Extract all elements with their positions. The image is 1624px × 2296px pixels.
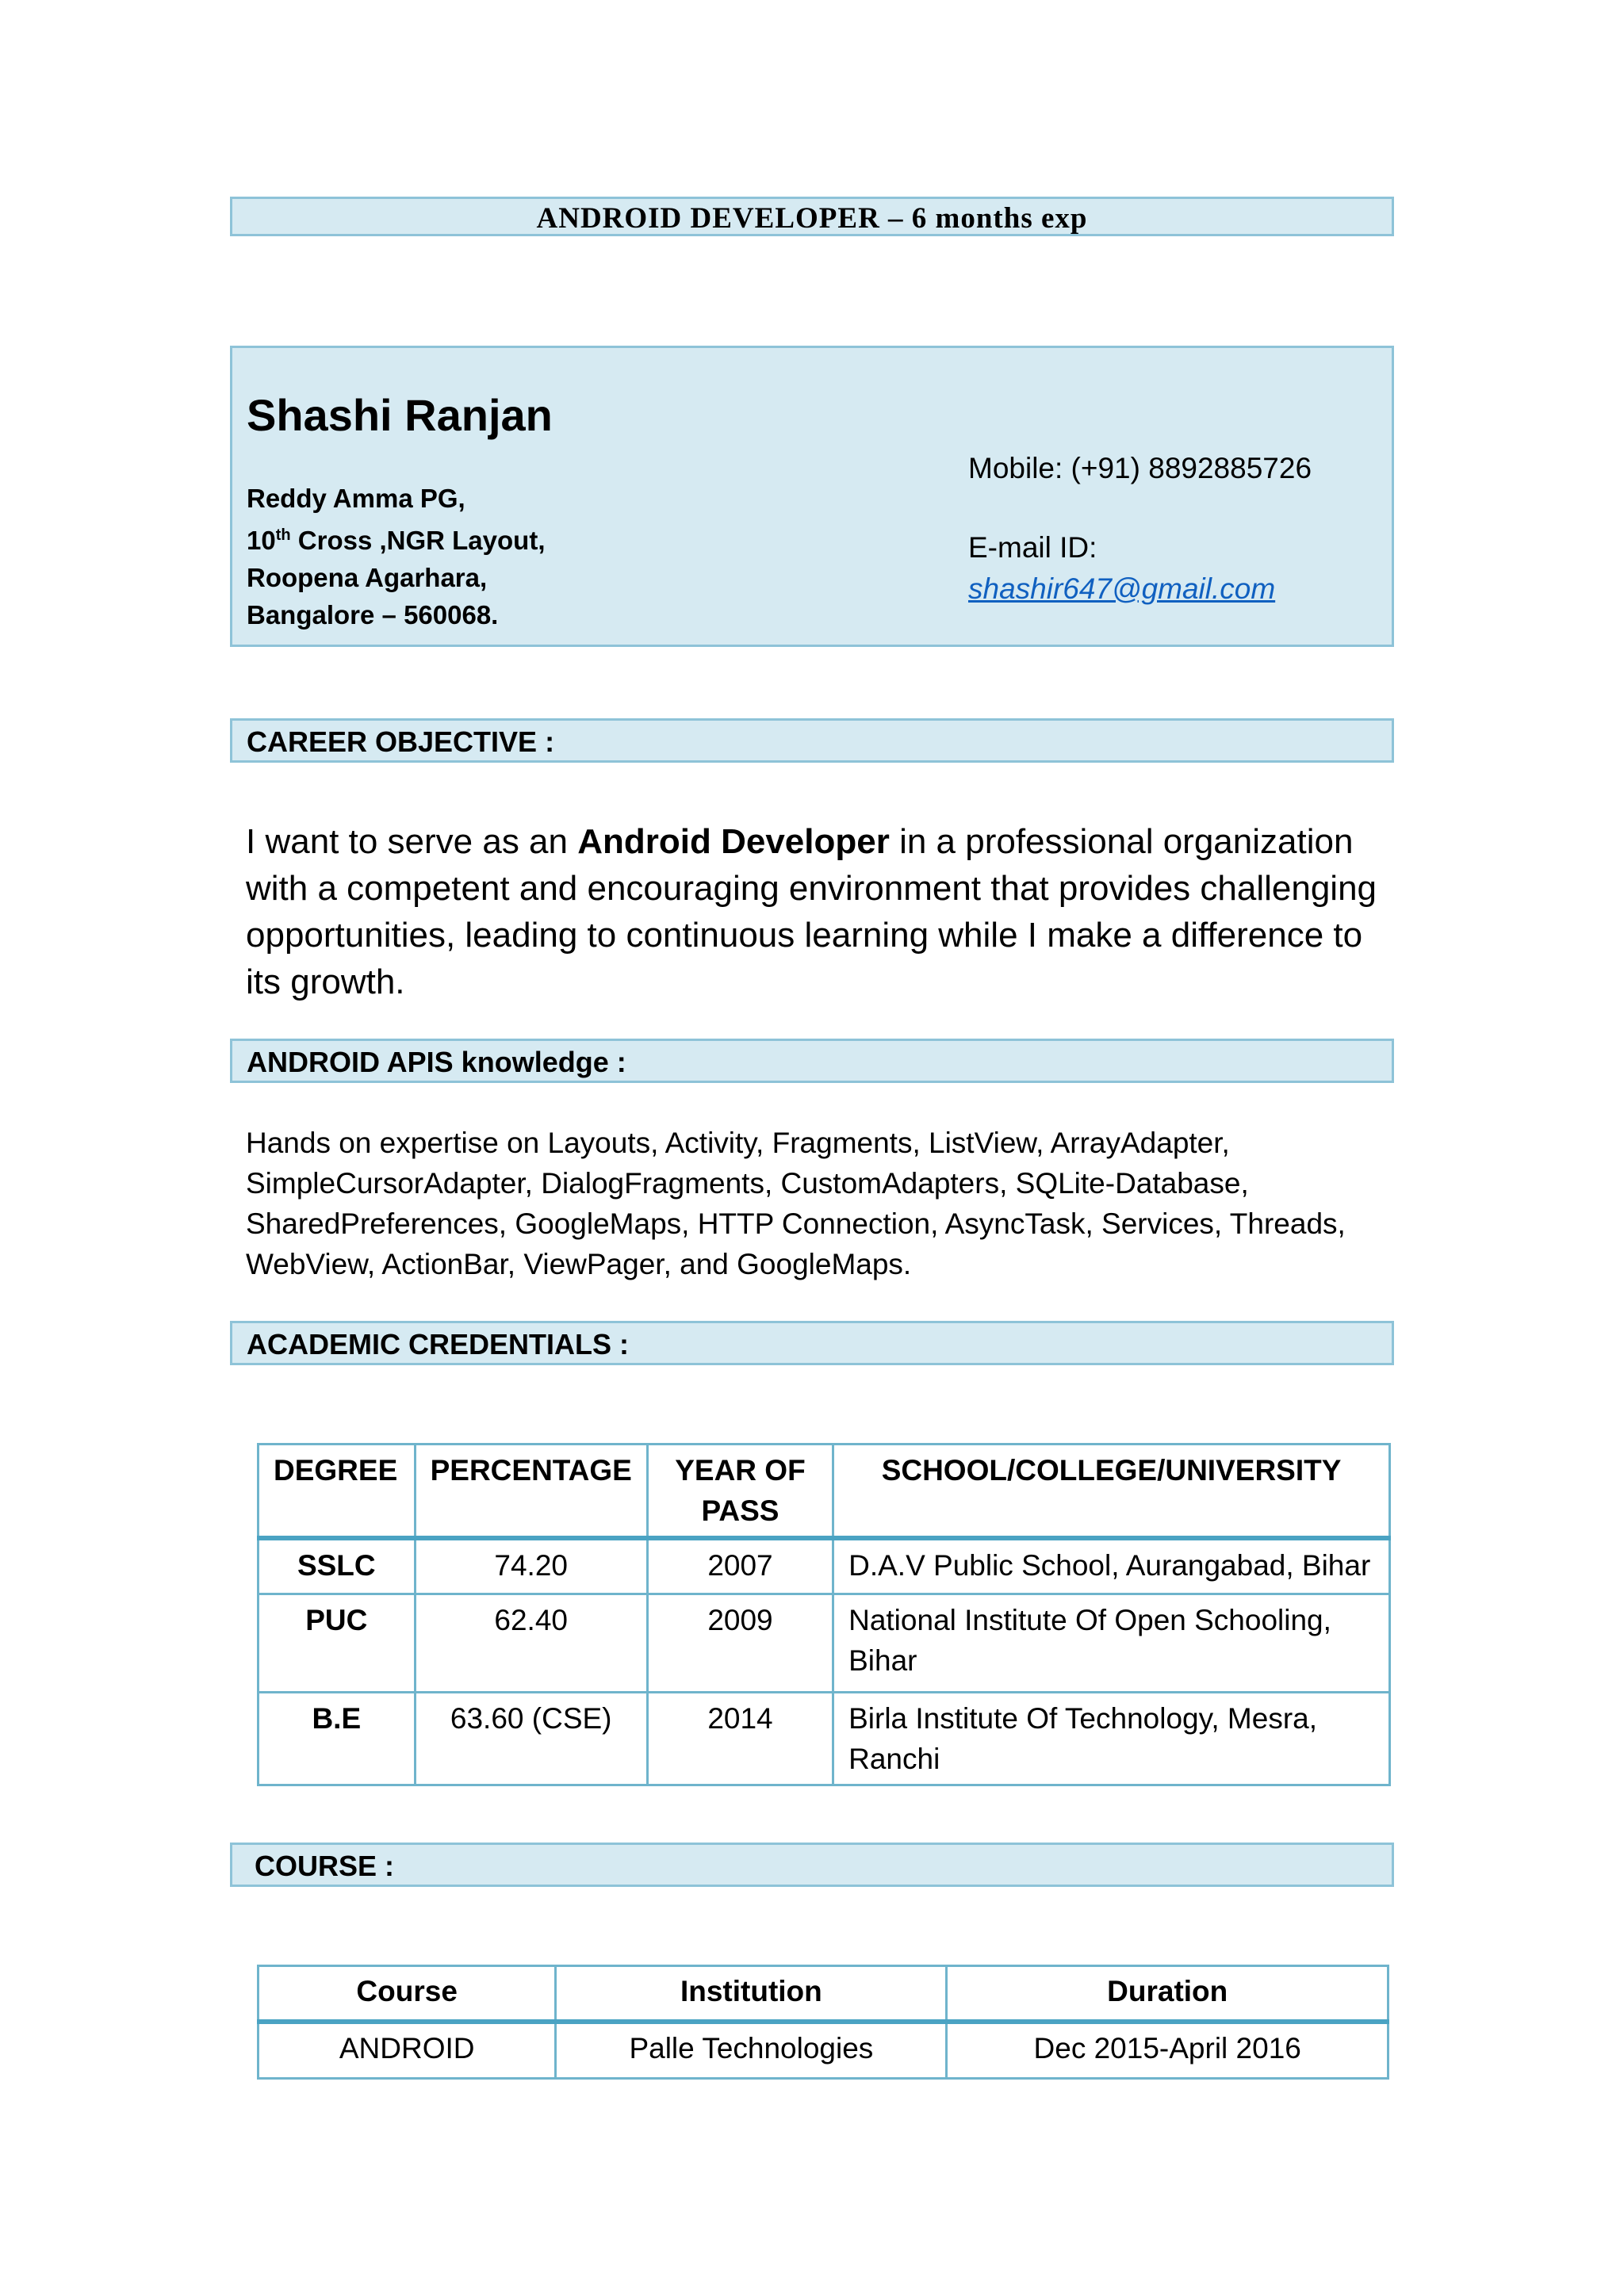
address-block [247, 480, 546, 633]
percentage-cell: 63.60 (CSE) [415, 1692, 647, 1785]
table-row [259, 2022, 1388, 2079]
contact-header [230, 346, 1394, 647]
section-title: ANDROID APIS knowledge : [247, 1046, 626, 1078]
year-cell: 2014 [647, 1692, 833, 1785]
career-objective-heading [230, 718, 1394, 763]
academic-credentials-heading [230, 1321, 1394, 1365]
android-apis-heading [230, 1039, 1394, 1083]
school-cell: D.A.V Public School, Aurangabad, Bihar [833, 1538, 1390, 1594]
year-cell: 2009 [647, 1594, 833, 1692]
table-header-row [259, 1445, 1390, 1539]
objective-text-start: I want to serve as an [246, 822, 578, 861]
career-objective-text [246, 818, 1388, 1005]
mobile-number: Mobile: (+91) 8892885726 [968, 452, 1312, 484]
contact-details [968, 448, 1312, 610]
objective-text-end: in a professional organization with a competent and encouraging environment that provides challenging opportunities, leading to continuous learning while I make a difference to its growth. [246, 822, 1377, 1001]
address-line [247, 517, 546, 559]
address-line: Roopena Agarhara, [247, 563, 488, 592]
column-header: YEAR OF PASS [647, 1445, 833, 1539]
address-line: Reddy Amma PG, [247, 484, 465, 513]
candidate-name: Shashi Ranjan [247, 390, 553, 440]
address-suffix: th [275, 526, 291, 544]
table-row [259, 1692, 1390, 1785]
table-row [259, 1538, 1390, 1594]
degree-cell: PUC [259, 1594, 416, 1692]
course-table [257, 1965, 1389, 2080]
column-header: Duration [947, 1966, 1388, 2022]
percentage-cell: 74.20 [415, 1538, 647, 1594]
android-apis-text: Hands on expertise on Layouts, Activity, Fragments, ListView, ArrayAdapter, SimpleCursorAdapter, DialogFragments, CustomAdapters, SQLite-Database, SharedPreferences, GoogleMaps, HTTP Connection, AsyncTask, Services, Threads, WebView, ActionBar, ViewPager, and GoogleMaps. [246, 1127, 1346, 1280]
degree-cell: B.E [259, 1692, 416, 1785]
table-header-row [259, 1966, 1388, 2022]
section-title: ACADEMIC CREDENTIALS : [247, 1328, 629, 1360]
section-title: COURSE : [255, 1850, 395, 1882]
email-label: E-mail ID: [968, 531, 1097, 564]
degree-cell: SSLC [259, 1538, 416, 1594]
course-cell: ANDROID [259, 2022, 556, 2079]
document-title: ANDROID DEVELOPER – 6 months exp [536, 202, 1088, 235]
duration-cell: Dec 2015-April 2016 [947, 2022, 1388, 2079]
institution-cell: Palle Technologies [556, 2022, 947, 2079]
objective-role: Android Developer [577, 822, 890, 861]
address-line: Bangalore – 560068. [247, 600, 499, 629]
course-heading [230, 1843, 1394, 1887]
percentage-cell: 62.40 [415, 1594, 647, 1692]
school-cell: Birla Institute Of Technology, Mesra, Ranchi [833, 1692, 1390, 1785]
address-number: 10 [247, 526, 276, 555]
section-title: CAREER OBJECTIVE : [247, 725, 555, 758]
column-header: Course [259, 1966, 556, 2022]
column-header: SCHOOL/COLLEGE/UNIVERSITY [833, 1445, 1390, 1539]
title-bar [230, 197, 1394, 236]
academic-table [257, 1443, 1391, 1786]
year-cell: 2007 [647, 1538, 833, 1594]
column-header: DEGREE [259, 1445, 416, 1539]
email-link[interactable]: shashir647@gmail.com [968, 572, 1276, 605]
address-street: Cross ,NGR Layout, [290, 526, 546, 555]
column-header: Institution [556, 1966, 947, 2022]
school-cell: National Institute Of Open Schooling, Bihar [833, 1594, 1390, 1692]
column-header: PERCENTAGE [415, 1445, 647, 1539]
table-row [259, 1594, 1390, 1692]
